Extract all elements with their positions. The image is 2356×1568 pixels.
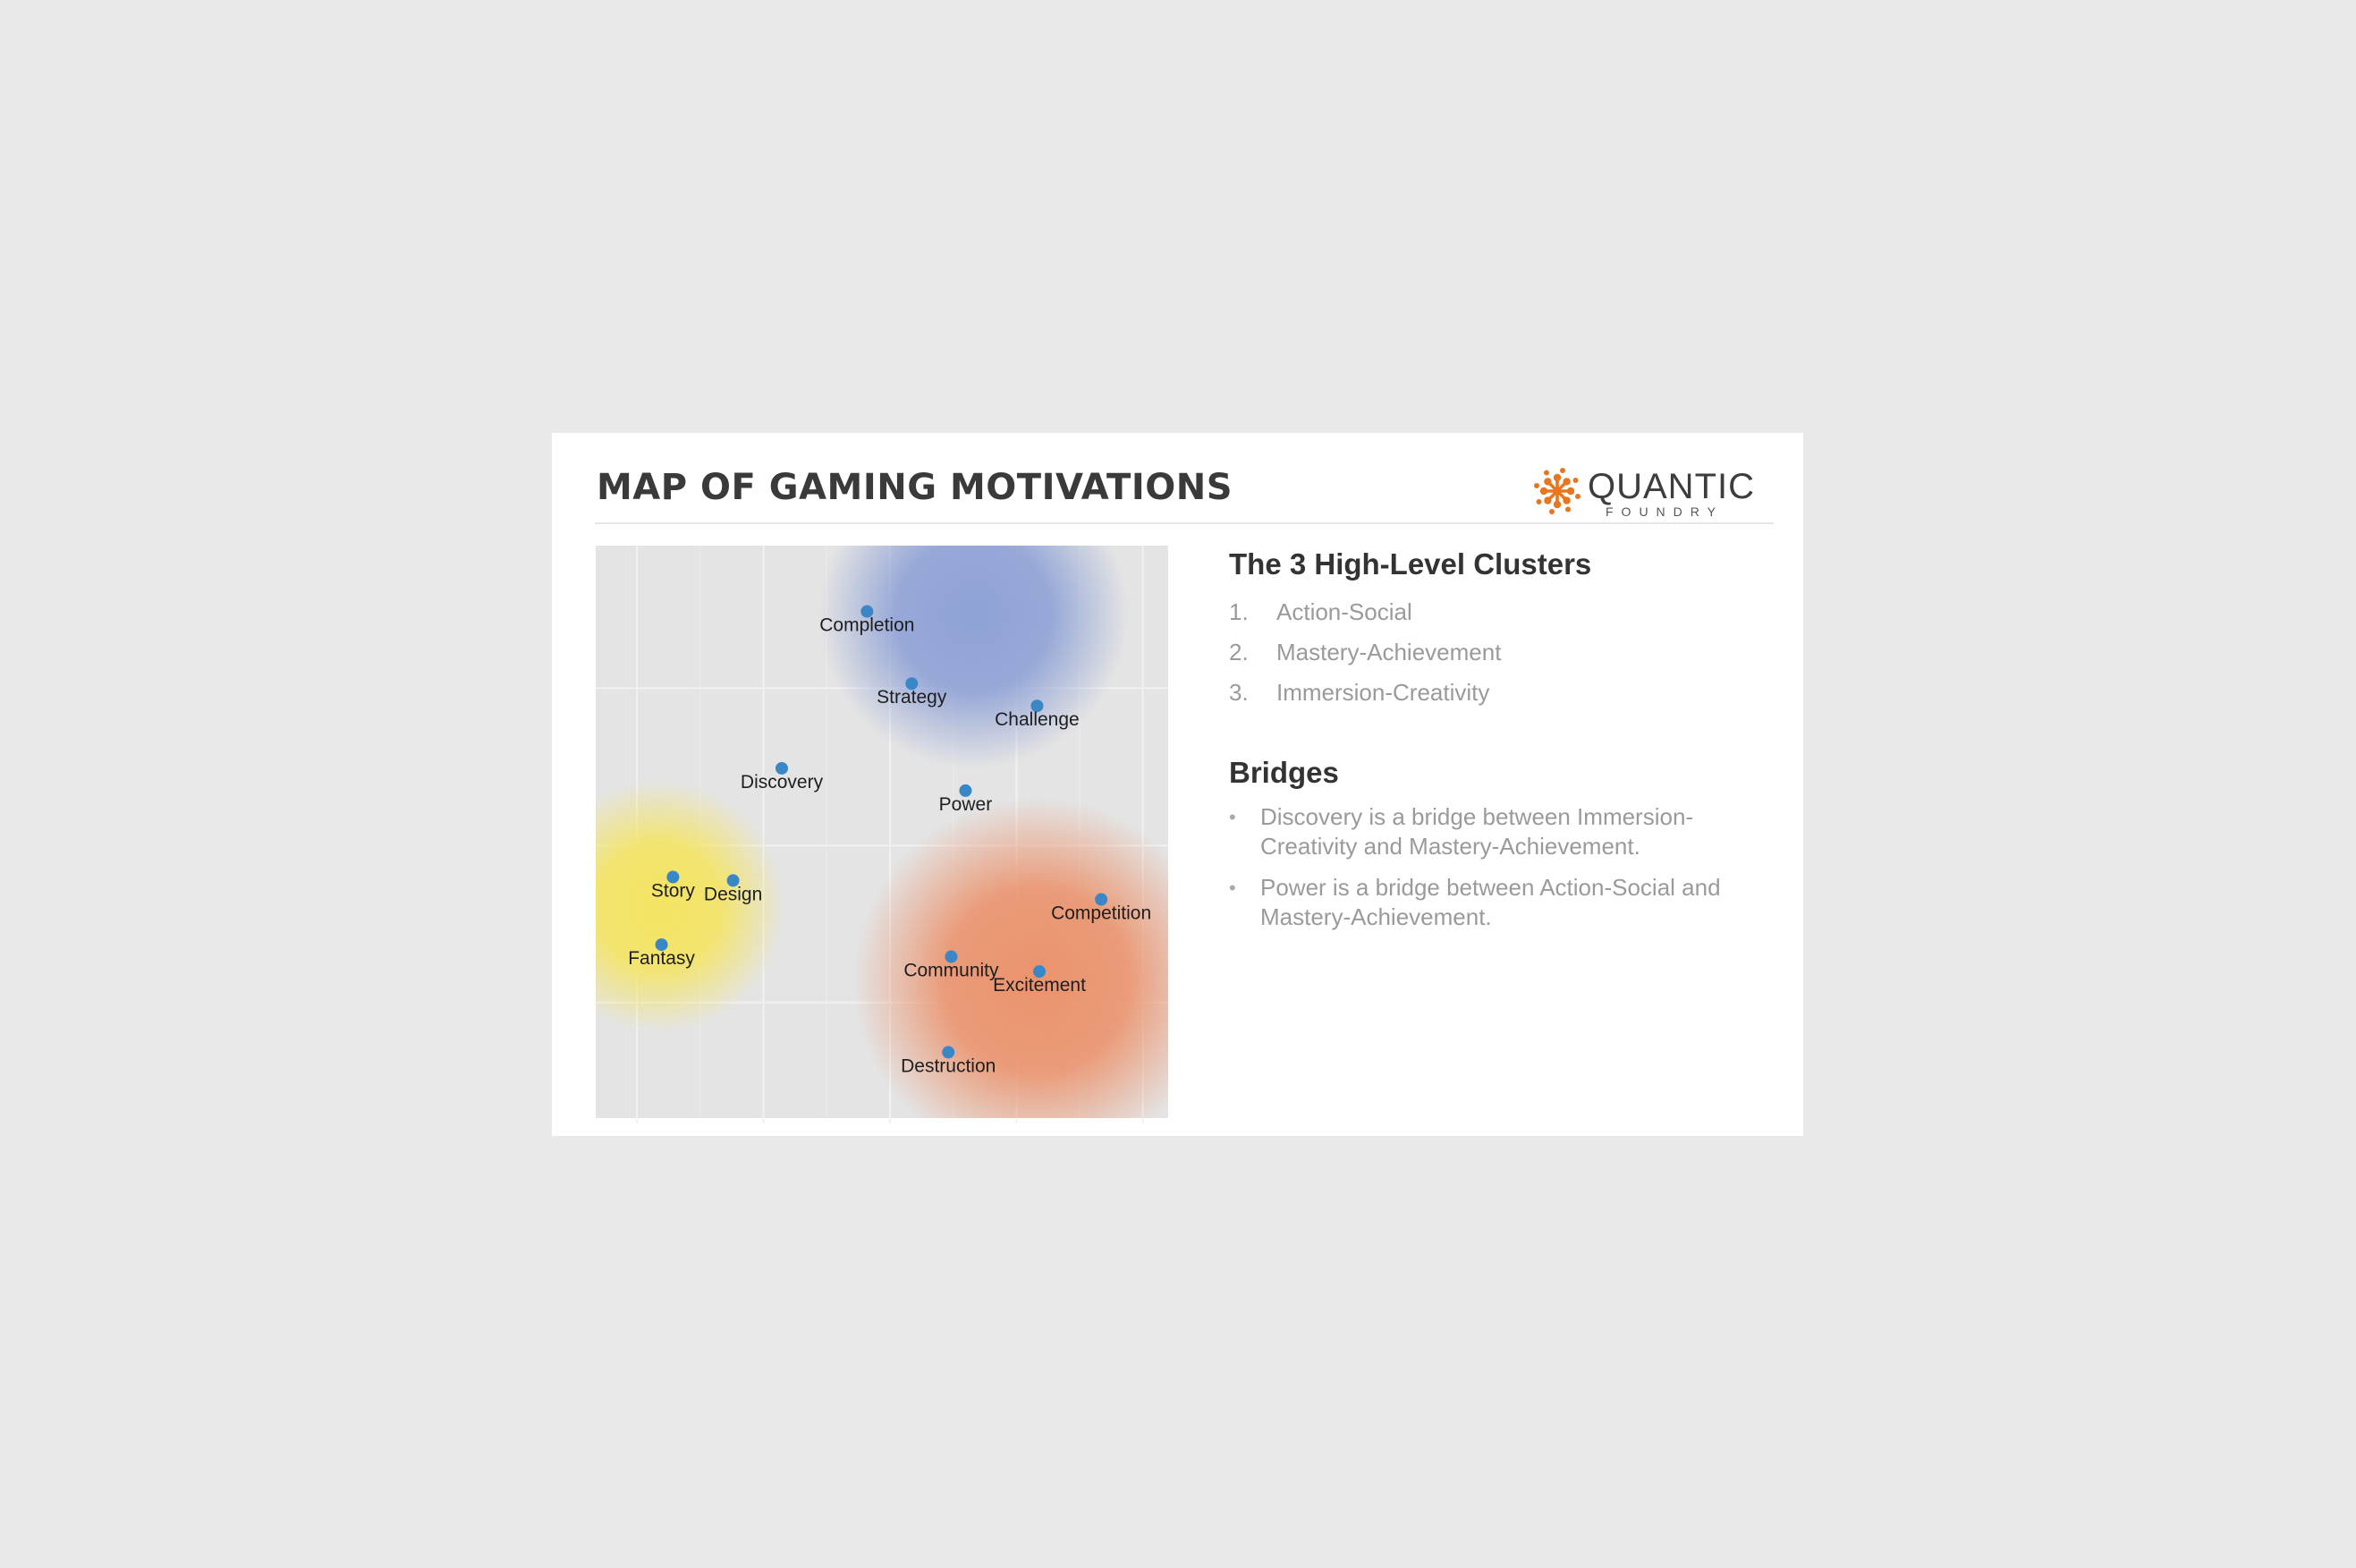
point-label: Story [650, 880, 695, 902]
logo-wordmark: QUANTIC [1588, 467, 1755, 506]
logo-subtitle: FOUNDRY [1606, 504, 1724, 519]
list-item [1229, 873, 1766, 932]
motivation-map-svg [596, 546, 1168, 1132]
motivation-map-chart [596, 546, 1168, 1132]
bullet-icon: • [1229, 806, 1236, 828]
slide-title: MAP OF GAMING MOTIVATIONS [597, 467, 1233, 508]
info-panel [1229, 547, 1766, 944]
list-number: 2. [1229, 639, 1249, 665]
bridges-list [1229, 802, 1766, 932]
list-item [1229, 673, 1766, 713]
point-label: Competition [1051, 903, 1152, 924]
list-item [1229, 592, 1766, 632]
point-label: Excitement [993, 975, 1086, 996]
cluster-label: Action-Social [1276, 598, 1412, 625]
bullet-icon: • [1229, 877, 1236, 899]
point-label: Challenge [995, 709, 1080, 731]
list-item [1229, 632, 1766, 673]
point-label: Destruction [901, 1055, 996, 1077]
clusters-list [1229, 592, 1766, 713]
point-label: Design [703, 884, 763, 905]
list-number: 3. [1229, 679, 1249, 706]
list-number: 1. [1229, 598, 1249, 625]
point-label: Strategy [877, 687, 947, 708]
list-item [1229, 802, 1766, 861]
point-label: Fantasy [628, 948, 695, 970]
slide [552, 433, 1803, 1136]
bridges-heading: Bridges [1229, 756, 1339, 789]
clusters-heading: The 3 High-Level Clusters [1229, 547, 1592, 581]
quantic-foundry-logo [1531, 465, 1759, 521]
bridge-text: Power is a bridge between Action-Social and Mastery-Achievement. [1260, 874, 1721, 930]
cluster-label: Immersion-Creativity [1276, 679, 1490, 706]
foundry-mark-icon [1531, 465, 1583, 517]
bridge-text: Discovery is a bridge between Immersion-Creativity and Mastery-Achievement. [1260, 803, 1694, 860]
point-label: Discovery [740, 771, 824, 792]
point-label: Community [903, 960, 999, 981]
point-label: Power [938, 793, 993, 815]
cluster-label: Mastery-Achievement [1276, 639, 1502, 665]
title-divider [595, 522, 1774, 524]
point-label: Completion [819, 614, 915, 636]
